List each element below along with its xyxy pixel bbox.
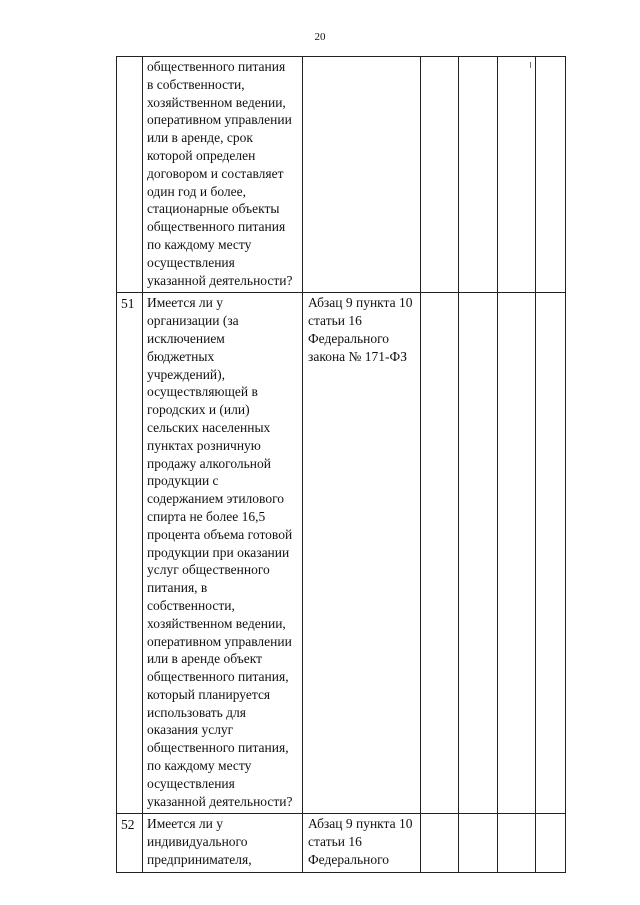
question-text: Имеется ли у индивидуального предпринимателя, [147,816,252,868]
notes-cell[interactable] [536,293,566,814]
answer-yes-cell[interactable] [421,814,459,872]
legal-basis-cell [303,293,421,814]
row-number-cell [117,293,143,814]
checklist-table [116,56,566,873]
legal-basis-cell [303,57,421,293]
question-cell [143,814,303,872]
page-number: 20 [314,31,326,43]
table-row [117,293,566,814]
question-text: Имеется ли у организации (за исключением бюджетных учреждений), осуществляющей в городских и (или) сельских населенных пунктах розничную продажу алкогольной продукции с содержанием этилового спирта не более 16,5 процента объема готовой продукции при оказании услуг общественного питания, в собственности, хозяйственном ведении, оперативном управлении или в аренде объект общественного питания, который планируется использовать для оказания услуг общественного питания, по каждому месту осуществления указанной деятельности? [147,295,293,809]
answer-yes-cell[interactable] [421,57,459,293]
legal-basis-cell [303,814,421,872]
answer-not-applicable-cell[interactable] [498,57,536,293]
table-row [117,814,566,872]
row-number [117,57,142,59]
row-number-cell [117,57,143,293]
legal-basis-text: Абзац 9 пункта 10 статьи 16 Федерального [308,816,413,868]
answer-not-applicable-cell[interactable] [498,293,536,814]
question-cell [143,293,303,814]
notes-cell[interactable] [536,57,566,293]
answer-not-applicable-cell[interactable] [498,814,536,872]
question-text: общественного питания в собственности, хозяйственном ведении, оперативном управлении или в аренде, срок которой определен договором и составляет один год и более, стационарные объекты общественного питания по каждому месту осуществления указанной деятельности? [147,59,293,288]
answer-no-cell[interactable] [459,814,498,872]
legal-basis-text: Абзац 9 пункта 10 статьи 16 Федерального закона № 171-ФЗ [308,295,413,364]
answer-yes-cell[interactable] [421,293,459,814]
answer-no-cell[interactable] [459,57,498,293]
notes-cell[interactable] [536,814,566,872]
answer-no-cell[interactable] [459,293,498,814]
row-number: 51 [121,296,135,312]
row-number: 52 [121,817,135,833]
question-cell [143,57,303,293]
row-number-cell [117,814,143,872]
table-row [117,57,566,293]
scan-artifact [530,62,531,68]
legal-basis-text [303,57,420,61]
